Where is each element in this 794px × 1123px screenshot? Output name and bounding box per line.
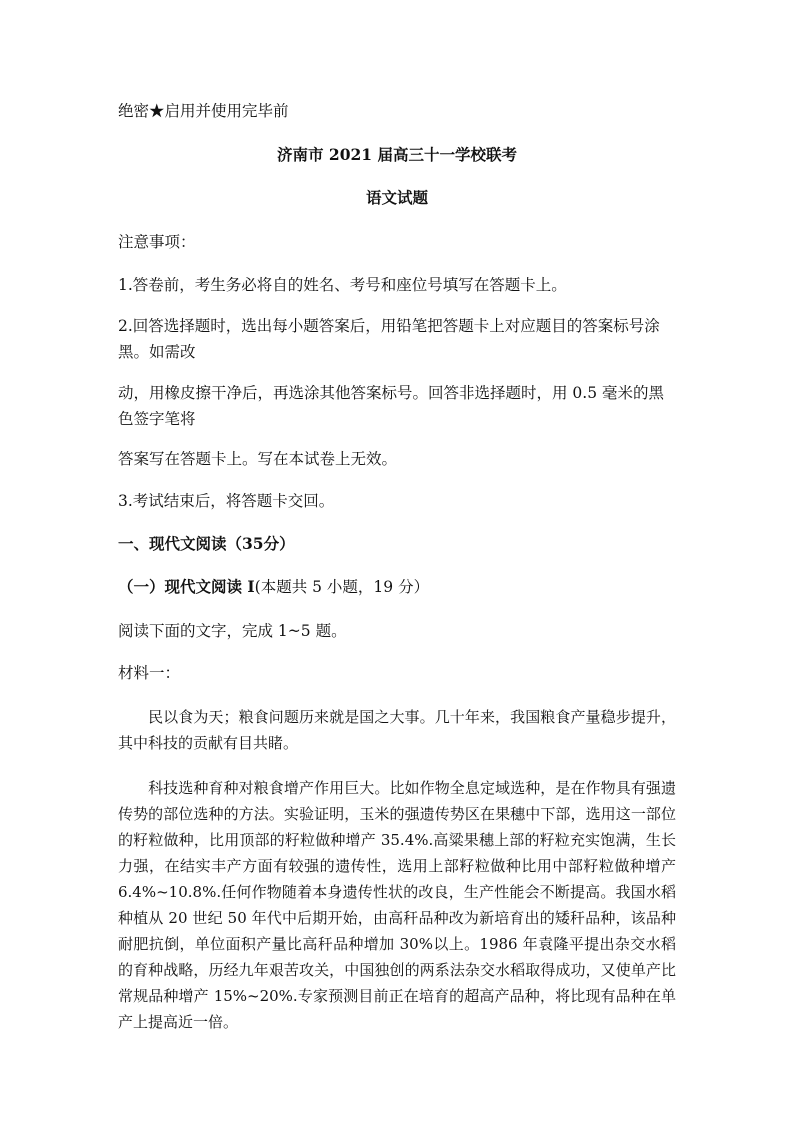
sub-section-heading-bold: （一）现代文阅读 I (118, 577, 255, 596)
exam-title: 济南市 2021 届高三十一学校联考 (277, 145, 517, 164)
material-label: 材料一： (118, 664, 181, 682)
secret-notice: 绝密★启用并使用完毕前 (118, 102, 289, 120)
material-paragraph-1-text: 民以食为天；粮食问题历来就是国之大事。几十年来，我国粮食产量稳步提升，其中科技的贡献有目共睹。 (118, 708, 676, 752)
note-item-3: 3.考试结束后，将答题卡交回。 (118, 492, 335, 510)
note-item-2-cont (118, 380, 676, 432)
note-item-2-line-2: 动，用橡皮擦干净后，再选涂其他答案标号。回答非选择题时，用 0.5 毫米的黑色签字笔将 (118, 384, 665, 428)
note-item-2-end: 答案写在答题卡上。写在本试卷上无效。 (118, 450, 398, 468)
section-heading: 一、现代文阅读（35分） (118, 534, 295, 553)
sub-section-heading (118, 574, 676, 600)
material-paragraph-2 (118, 775, 676, 1035)
material-paragraph-1 (118, 704, 676, 756)
instruction: 阅读下面的文字，完成 1~5 题。 (118, 622, 347, 640)
note-item-1: 1.答卷前，考生务必将自的姓名、考号和座位号填写在答题卡上。 (118, 276, 567, 294)
note-item-2-line-1: 2.回答选择题时，选出每小题答案后，用铅笔把答题卡上对应题目的答案标号涂黑。如需改 (118, 317, 660, 361)
notes-heading: 注意事项： (118, 233, 196, 251)
subject-title: 语文试题 (365, 188, 428, 207)
note-item-2 (118, 313, 676, 365)
material-paragraph-2-text: 科技选种育种对粮食增产作用巨大。比如作物全息定域选种，是在作物具有强遗传势的部位选种的方法。实验证明，玉米的强遗传势区在果穗中下部，选用这一部位的籽粒做种，比用顶部的籽粒做种增产 35.4%.高粱果穗上部的籽粒充实饱满，生长力强，在结实丰产方面有较强的遗传性，选用上部籽粒做种比用中部籽粒做种增产 6.4%~10.8%.任何作物随着本身遗传性状的改良，生产性能会不断提高。我国水稻种植从 20 世纪 50 年代中后期开始，由高秆品种改为新培育出的矮秆品种，该品种耐肥抗倒，单位面积产量比高秆品种增加 30%以上。1986 年袁隆平提出杂交水稻的育种战略，历经九年艰苦攻关，中国独创的两系法杂交水稻取得成功，又使单产比常规品种增产 15%~20%.专家预测目前正在培育的超高产品种，将比现有品种在单产上提高近一倍。 (118, 779, 676, 1031)
sub-section-heading-rest: (本题共 5 小题，19 分） (254, 578, 430, 596)
